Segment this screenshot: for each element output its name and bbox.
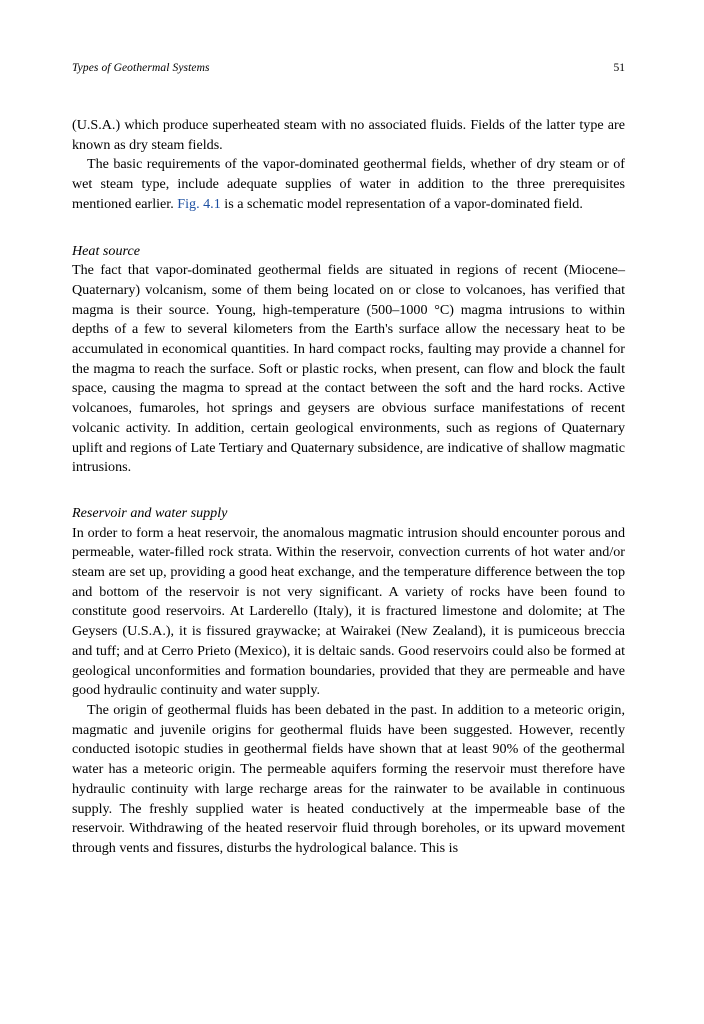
running-head bbox=[72, 62, 625, 74]
spacer-before-heat-source bbox=[72, 215, 625, 242]
running-head-title: Types of Geothermal Systems bbox=[72, 62, 210, 74]
paragraph-intro bbox=[72, 116, 625, 155]
page-number: 51 bbox=[613, 62, 625, 74]
paragraph-reservoir-1: In order to form a heat reservoir, the anomalous magmatic intrusion should encounter porous and permeable, water-filled rock strata. Within the reservoir, convection currents of hot water and/or steam are set up, providing a good heat exchange, and the temperature difference between the top and bottom of the reservoir is not very significant. A variety of rocks have been found to constitute good reservoirs. At Larderello (Italy), it is fractured limestone and dolomite; at The Geysers (U.S.A.), it is fissured graywacke; at Wairakei (New Zealand), it is pumiceous breccia and tuff; and at Cerro Prieto (Mexico), it is deltaic sands. Good reservoirs could also be formed at geological unconformities and formation boundaries, provided that they are permeable and have good hydraulic continuity and water supply. bbox=[72, 524, 625, 699]
section-heading-heat-source: Heat source bbox=[72, 242, 140, 259]
paragraph-requirements-text-a: The basic requirements of the vapor-dominated geothermal fields, whether of dry steam or of wet steam type, include adequate supplies of water in addition to the three prerequisites mentioned earlier. bbox=[72, 156, 625, 212]
paragraph-heat-source-1: The fact that vapor-dominated geothermal fields are situated in regions of recent (Miocene–Quaternary) volcanism, some of them being located on or close to volcanoes, has verified that magma is their source. Young, high-temperature (500–1000 °C) magma intrusions to within depths of a few to several kilometers from the Earth's surface allow the necessary heat to be accumulated in economical quantities. In hard compact rocks, faulting may provide a channel for the magma to reach the surface. Soft or plastic rocks, when present, can flow and block the fault space, causing the magma to spread at the contact between the soft and the hard rocks. Active volcanoes, fumaroles, hot springs and geysers are obvious surface manifestations of recent volcanic activity. In addition, certain geological environments, such as regions of Quaternary uplift and regions of Late Tertiary and Quaternary subsidence, are indicative of shallow magmatic intrusions. bbox=[72, 262, 625, 476]
paragraph-requirements bbox=[72, 155, 625, 214]
page-content bbox=[72, 62, 625, 859]
spacer-before-reservoir bbox=[72, 478, 625, 504]
section-heading-reservoir-water-supply: Reservoir and water supply bbox=[72, 504, 228, 521]
paragraph-requirements-text-b: is a schematic model representation of a vapor-dominated field. bbox=[220, 195, 583, 212]
figure-cross-reference-link[interactable]: Fig. 4.1 bbox=[177, 195, 221, 212]
paragraph-reservoir-2: The origin of geothermal fluids has been debated in the past. In addition to a meteoric origin, magmatic and juvenile origins for geothermal fluids have been suggested. However, recently conducted isotopic studies in geothermal fields have shown that at least 90% of the geothermal water has a meteoric origin. The permeable aquifers forming the reservoir must therefore have hydraulic continuity with large recharge areas for the rainwater to be available in continuous supply. The freshly supplied water is heated conductively at the impermeable base of the reservoir. Withdrawing of the heated reservoir fluid through boreholes, or its upward movement through vents and fissures, disturbs the hydrological balance. This is bbox=[72, 701, 625, 856]
paragraph-intro-text: (U.S.A.) which produce superheated steam with no associated fluids. Fields of the latter type are known as dry steam fields. bbox=[72, 117, 625, 153]
